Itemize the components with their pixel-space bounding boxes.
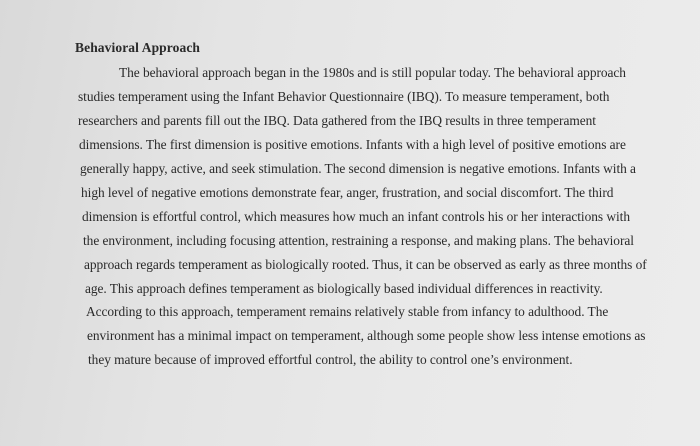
paragraph-line-11: According to this approach, temperament remains relatively stable from infancy to adulthood. The	[86, 304, 609, 319]
paragraph-line-4: dimensions. The first dimension is positive emotions. Infants with a high level of positive emotions are	[79, 137, 626, 152]
paragraph-line-12: environment has a minimal impact on temperament, although some people show less intense emotions as	[87, 328, 646, 343]
paragraph-line-10: age. This approach defines temperament as biologically based individual differences in reactivity.	[85, 281, 603, 296]
section-heading: Behavioral Approach	[75, 40, 201, 55]
paragraph-line-2: studies temperament using the Infant Behavior Questionnaire (IBQ). To measure temperament, both	[78, 89, 610, 104]
paragraph-line-13: they mature because of improved effortful control, the ability to control one’s environment.	[88, 352, 573, 367]
paragraph-line-5: generally happy, active, and seek stimulation. The second dimension is negative emotions. Infants with a	[80, 161, 636, 176]
paragraph-line-3: researchers and parents fill out the IBQ. Data gathered from the IBQ results in three temperament	[78, 113, 596, 128]
paragraph-line-7: dimension is effortful control, which measures how much an infant controls his or her interactions with	[82, 209, 630, 224]
paragraph-line-9: approach regards temperament as biologically rooted. Thus, it can be observed as early as three months of	[84, 257, 647, 272]
paragraph-line-1: The behavioral approach began in the 1980s and is still popular today. The behavioral approach	[119, 65, 626, 80]
paragraph-line-8: the environment, including focusing attention, restraining a response, and making plans. The behavioral	[83, 233, 634, 248]
paragraph-line-6: high level of negative emotions demonstrate fear, anger, frustration, and social discomfort. The third	[81, 185, 614, 200]
